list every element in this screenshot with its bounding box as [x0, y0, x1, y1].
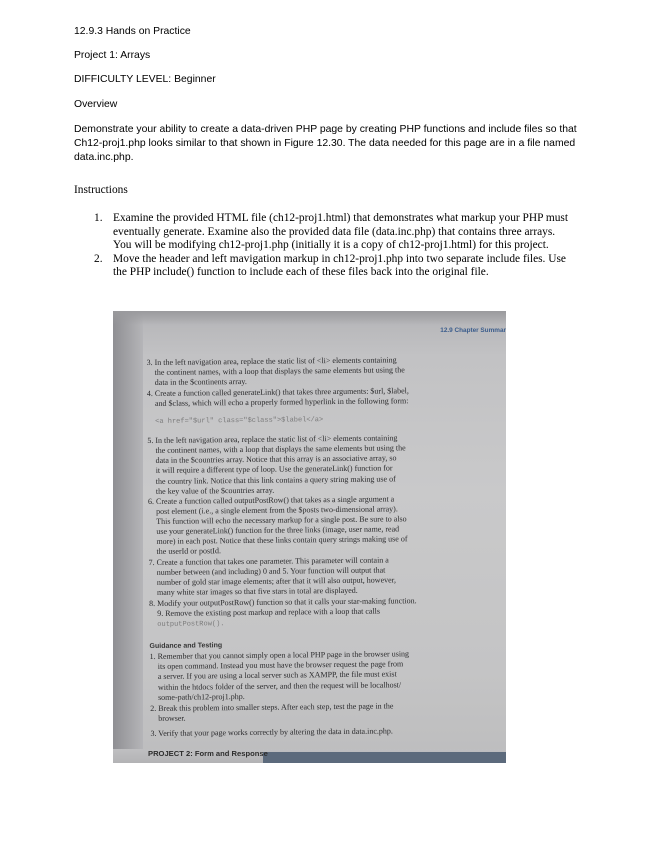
photo-text-line: the country link. Notice that this link contains a query string making use of	[155, 474, 396, 486]
difficulty-level: DIFFICULTY LEVEL: Beginner	[74, 74, 216, 85]
page-spine-shadow	[113, 311, 143, 763]
textbook-photo	[113, 311, 506, 763]
photo-section-heading: Guidance and Testing	[149, 642, 223, 650]
photo-text-line: some-path/ch12-proj1.php.	[157, 691, 245, 702]
photo-text-line: many white star images so that five stars in total are displayed.	[156, 585, 358, 597]
photo-text-line: a server. If you are using a local server such as XAMPP, the file must exist	[157, 669, 397, 681]
photo-text-line: post element (i.e., a single element from the $posts two-dimensional array).	[156, 504, 398, 516]
photo-text-line: data in the $continents array.	[154, 376, 247, 387]
photo-text-line: use your generateLink() function for the three links (image, user name, read	[156, 524, 400, 536]
photo-text-line: number of gold star image elements; after that it will also output, however,	[156, 575, 397, 587]
instructions-list	[94, 212, 574, 280]
photo-text-line: This function will echo the necessary markup for a single post. Be sure to also	[156, 514, 407, 526]
photo-text-line: 8. Modify your outputPostRow() function so that it calls your star-making function.	[149, 596, 417, 608]
photo-text-line: browser.	[158, 713, 186, 723]
overview-text: Demonstrate your ability to create a data-driven PHP page by creating PHP functions and include files so that Ch12-proj1.php looks similar to that shown in Figure 12.30. The data needed for this page are in a file named data.inc.php.	[74, 124, 577, 163]
photo-text-line: 7. Create a function that takes one parameter. This parameter will contain a	[148, 555, 389, 567]
photo-footer: PROJECT 2: Form and Response	[148, 749, 268, 758]
section-heading: 12.9.3 Hands on Practice	[74, 26, 191, 37]
photo-text-line: 6. Create a function called outputPostRow() that takes as a single argument a	[147, 494, 395, 506]
photo-text-line: 4. Create a function called generateLink() that takes three arguments: $url, $label,	[146, 386, 409, 398]
photo-text-line: the userId or postId.	[156, 546, 221, 556]
photo-text-line: 9. Remove the existing post markup and replace with a loop that calls	[157, 606, 381, 618]
overview-title: Overview	[74, 99, 118, 110]
instruction-text: Examine the provided HTML file (ch12-proj1.html) that demonstrates what markup your PHP must eventually generate. Examine also the provided data file (data.inc.php) that contains three arrays. You will be modifying ch12-proj1.php (initially it is a copy of ch12-proj1.html) for this project.	[113, 212, 569, 251]
photo-text-line: 1. Remember that you cannot simply open a local PHP page in the browser using	[149, 649, 410, 661]
photo-text-line: <a href="$url" class="$class">$label</a>	[155, 416, 324, 426]
list-item: 1. Examine the provided HTML file (ch12-proj1.html) that demonstrates what markup your PHP must eventually generate. Examine also the provided data file (data.inc.php) that contains three arrays. You will be modifying ch12-proj1.php (initially it is a copy of ch12-proj1.html) for this project.	[94, 212, 574, 253]
photo-text-line: 3. Verify that your page works correctly by altering the data in data.inc.php.	[150, 726, 393, 738]
photo-text-line: 2. Break this problem into smaller steps. After each step, test the page in the	[150, 701, 394, 713]
photo-text-line: within the htdocs folder of the server, and then the request will be localhost/	[157, 680, 402, 692]
project-title: Project 1: Arrays	[74, 50, 151, 61]
photo-text-line: more) in each post. Notice that these links contain query strings making use of	[156, 534, 408, 546]
photo-text-line: the continent names, with a loop that displays the same elements but using the	[154, 365, 405, 377]
photo-text-line: data in the $countries array. Notice that this array is an associative array, so	[155, 453, 397, 465]
instruction-text: Move the header and left mavigation markup in ch12-proj1.php into two separate include files. Use the PHP include() function to include each of these files back into the original file.	[113, 252, 566, 278]
photo-text-line: it will require a different type of loop. Use the generateLink() function for	[155, 463, 393, 475]
photo-text-line: 5. In the left navigation area, replace the static list of <li> elements containing	[147, 433, 398, 445]
photo-text-line: the key value of the $countries array.	[155, 485, 275, 496]
instructions-title: Instructions	[74, 184, 128, 196]
photo-text-line: number between (and including) 0 and 5. Your function will output that	[156, 565, 386, 577]
photo-text-line: and $class, which will echo a properly formed hyperlink in the following form:	[154, 396, 409, 408]
list-item: 2. Move the header and left mavigation markup in ch12-proj1.php into two separate include files. Use the PHP include() function to include each of these files back into the original file.	[94, 253, 574, 280]
photo-text-line: 3. In the left navigation area, replace the static list of <li> elements containing	[146, 355, 397, 367]
photo-text-line: its open command. Instead you must have the browser request the page from	[157, 659, 404, 671]
photo-text-line: outputPostRow().	[157, 620, 225, 629]
photo-page-header: 12.9 Chapter Summar	[440, 327, 506, 334]
photo-text-line: the continent names, with a loop that displays the same elements but using the	[155, 443, 406, 455]
